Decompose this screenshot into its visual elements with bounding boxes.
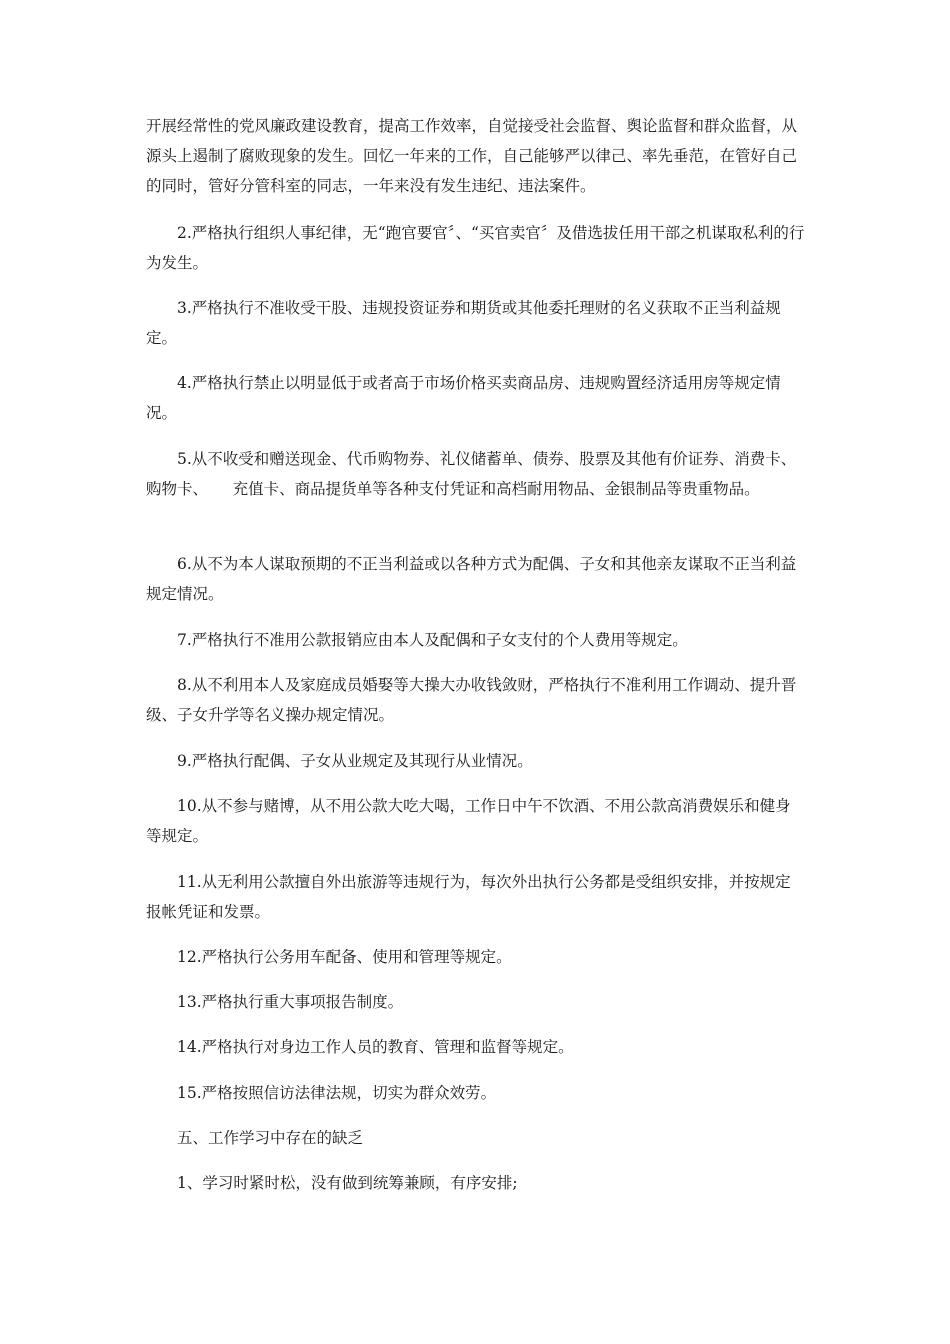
paragraph-item-14: 14.严格执行对身边工作人员的教育、管理和监督等规定。 xyxy=(177,1038,574,1056)
paragraph-item-12: 12.严格执行公务用车配备、使用和管理等规定。 xyxy=(177,948,512,966)
paragraph-item-9: 9.严格执行配偶、子女从业规定及其现行从业情况。 xyxy=(177,752,533,770)
paragraph-shortcoming-1: 1、学习时紧时松，没有做到统筹兼顾，有序安排; xyxy=(177,1174,518,1192)
section-heading-five: 五、工作学习中存在的缺乏 xyxy=(177,1129,364,1147)
paragraph-item-7: 7.严格执行不准用公款报销应由本人及配偶和子女支付的个人费用等规定。 xyxy=(177,631,688,649)
paragraph-intro: 开展经常性的党风廉政建设教育，提高工作效率，自觉接受社会监督、舆论监督和群众监督，从源头上遏制了腐败现象的发生。回忆一年来的工作，自己能够严以律己、率先垂范，在管好自己的同时，管好分管科室的同志，一年来没有发生违纪、违法案件。 xyxy=(146,117,798,195)
paragraph-item-11: 11.从无利用公款擅自外出旅游等违规行为，每次外出执行公务都是受组织安排，并按规定报帐凭证和发票。 xyxy=(146,873,791,921)
paragraph-item-5: 5.从不收受和赠送现金、代币购物券、礼仪储蓄单、债券、股票及其他有价证券、消费卡、购物卡、 充值卡、商品提货单等各种支付凭证和高档耐用物品、金银制品等贵重物品。 xyxy=(146,450,797,498)
paragraph-item-8: 8.从不利用本人及家庭成员婚娶等大操大办收钱敛财，严格执行不准利用工作调动、提升晋级、子女升学等名义操办规定情况。 xyxy=(146,676,797,724)
paragraph-item-15: 15.严格按照信访法律法规，切实为群众效劳。 xyxy=(177,1084,497,1102)
paragraph-item-4: 4.严格执行禁止以明显低于或者高于市场价格买卖商品房、违规购置经济适用房等规定情况。 xyxy=(146,374,781,422)
paragraph-item-6: 6.从不为本人谋取预期的不正当利益或以各种方式为配偶、子女和其他亲友谋取不正当利益规定情况。 xyxy=(146,555,797,603)
paragraph-item-3: 3.严格执行不准收受干股、违规投资证券和期货或其他委托理财的名义获取不正当利益规定。 xyxy=(146,299,781,347)
paragraph-item-13: 13.严格执行重大事项报告制度。 xyxy=(177,993,404,1011)
paragraph-item-10: 10.从不参与赌博，从不用公款大吃大喝，工作日中午不饮酒、不用公款高消费娱乐和健身等规定。 xyxy=(146,797,791,845)
paragraph-item-2: 2.严格执行组织人事纪律，无“跑官要官〞、“买官卖官〞及借选拔任用干部之机谋取私利的行为发生。 xyxy=(146,224,805,272)
